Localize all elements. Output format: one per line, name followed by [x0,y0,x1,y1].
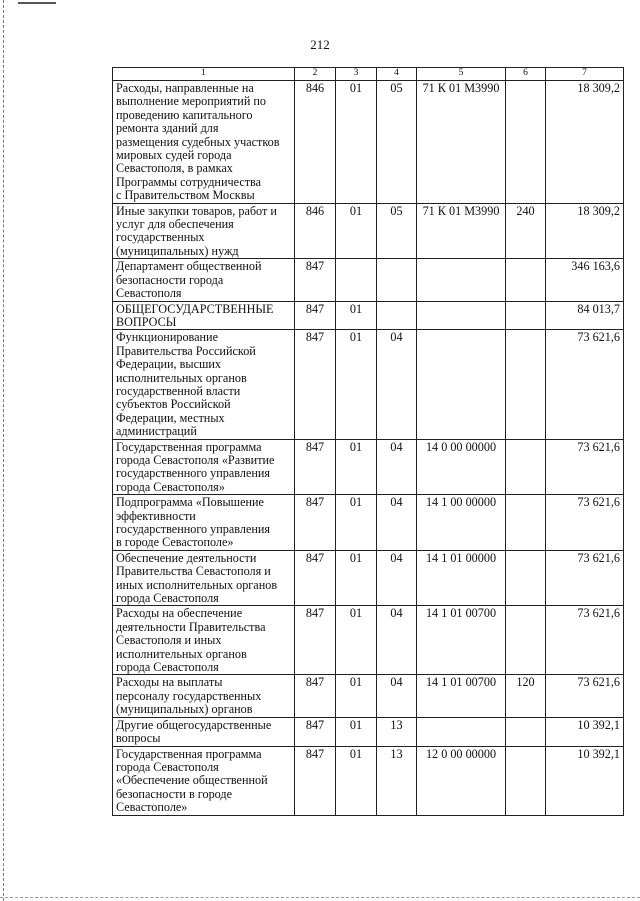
budget-table [112,67,624,816]
cell-name-line: Федерации, местных [116,410,225,425]
cell-subsection: 05 [377,203,417,259]
table-row [113,203,624,259]
cell-ved: 847 [295,495,336,551]
cell-amount: 73 621,6 [546,550,624,606]
cell-name-line: Расходы на выплаты [116,675,223,690]
cell-section: 01 [336,606,377,675]
cell-target-article: 14 1 00 00000 [417,495,506,551]
cell-target-article: 71 К 01 М3990 [417,203,506,259]
cell-expense-type [506,330,546,439]
cell-name-line: государственного управления [116,522,271,536]
cell-ved: 847 [295,550,336,606]
cell-expense-type [506,495,546,551]
cell-subsection: 04 [377,330,417,439]
cell-name-line: Федерации, высших [116,357,222,372]
cell-ved: 847 [295,675,336,717]
cell-name-line: Севастополя и иных [116,633,222,648]
cell-name-line: (муниципальных) органов [116,702,253,717]
cell-name [113,675,295,717]
cell-section: 01 [336,203,377,259]
cell-name-line: Правительства Севастополя и [116,564,271,579]
cell-subsection [377,301,417,330]
cell-name [113,259,295,301]
cell-name-line: с Правительством Москвы [116,188,255,203]
cell-name-line: вопросы [116,731,161,746]
table-row [113,330,624,439]
cell-name-line: администраций [116,424,197,439]
cell-name-line: выполнение мероприятий по [116,94,266,109]
cell-name-line: государственных [116,230,205,245]
table-row [113,495,624,551]
table-body [113,68,624,816]
cell-name-line: Другие общегосударственные [116,717,272,732]
cell-name-line: ремонта зданий для [116,121,219,136]
cell-amount: 73 621,6 [546,495,624,551]
cell-amount: 18 309,2 [546,81,624,204]
cell-name-line: безопасности в городе [116,786,233,801]
cell-name-line: Обеспечение деятельности [116,550,257,565]
cell-target-article: 14 0 00 00000 [417,439,506,495]
cell-name-line: деятельности Правительства [116,619,266,634]
cell-ved: 846 [295,81,336,204]
cell-expense-type [506,606,546,675]
table-row [113,717,624,746]
cell-section: 01 [336,746,377,815]
cell-section: 01 [336,495,377,551]
cell-section: 01 [336,550,377,606]
header-col-2: 2 [295,68,336,81]
cell-name-line: в городе Севастополе» [116,535,234,550]
cell-section: 01 [336,330,377,439]
table-row [113,301,624,330]
cell-name-line: размещения судебных участков [116,134,280,149]
cell-amount: 73 621,6 [546,330,624,439]
cell-name-line: иных исполнительных органов [116,577,278,592]
cell-amount: 73 621,6 [546,606,624,675]
cell-expense-type: 240 [506,203,546,259]
cell-name-line: Подпрограмма «Повышение [116,495,264,510]
cell-name [113,495,295,551]
cell-name-line: Программы сотрудничества [116,174,262,189]
cell-ved: 847 [295,439,336,495]
cell-target-article [417,717,506,746]
cell-name-line: услуг для обеспечения [116,217,234,232]
cell-name-line: Правительства Российской [116,343,256,358]
cell-name-line: ОБЩЕГОСУДАРСТВЕННЫЕ [116,301,274,316]
cell-name-line: проведению капитального [116,107,253,122]
cell-section: 01 [336,675,377,717]
cell-name-line: «Обеспечение общественной [116,773,268,788]
header-col-4: 4 [377,68,417,81]
cell-target-article [417,330,506,439]
cell-name-line: Севастополя [116,286,182,301]
table-row [113,675,624,717]
cell-subsection: 04 [377,606,417,675]
cell-ved: 847 [295,259,336,301]
cell-name-line: исполнительных органов [116,646,247,661]
cell-expense-type [506,81,546,204]
cell-name-line: государственной власти [116,383,241,398]
cell-section: 01 [336,301,377,330]
cell-name-line: мировых судей города [116,148,232,163]
cell-name-line: города Севастополя [116,591,219,606]
table-row [113,550,624,606]
header-col-5: 5 [417,68,506,81]
cell-name [113,81,295,204]
cell-name [113,606,295,675]
cell-expense-type [506,259,546,301]
cell-name-line: безопасности города [116,272,224,287]
cell-name-line: города Севастополя» [116,479,225,494]
table-row [113,606,624,675]
cell-name-line: Расходы, направленные на [116,81,254,95]
cell-target-article: 12 0 00 00000 [417,746,506,815]
table-row [113,259,624,301]
header-col-7: 7 [546,68,624,81]
scan-bottom-edge [0,897,640,898]
cell-subsection: 05 [377,81,417,204]
table-row [113,439,624,495]
table-row [113,81,624,204]
cell-ved: 847 [295,717,336,746]
table-row [113,746,624,815]
cell-ved: 847 [295,746,336,815]
cell-subsection: 13 [377,746,417,815]
cell-target-article [417,259,506,301]
cell-name [113,746,295,815]
cell-section [336,259,377,301]
cell-section: 01 [336,439,377,495]
cell-amount: 84 013,7 [546,301,624,330]
cell-target-article: 71 К 01 М3990 [417,81,506,204]
cell-name-line: Государственная программа [116,746,262,761]
header-col-3: 3 [336,68,377,81]
header-col-1: 1 [113,68,295,81]
cell-target-article: 14 1 01 00700 [417,606,506,675]
cell-ved: 847 [295,606,336,675]
scan-left-edge [3,0,4,901]
cell-name-line: Иные закупки товаров, работ и [116,203,277,218]
cell-subsection: 04 [377,495,417,551]
cell-name-line: исполнительных органов [116,370,247,385]
cell-subsection [377,259,417,301]
cell-expense-type [506,301,546,330]
cell-name-line: города Севастополя [116,759,219,774]
cell-section: 01 [336,81,377,204]
cell-amount: 10 392,1 [546,717,624,746]
cell-name-line: Севастополе» [116,800,188,815]
cell-target-article [417,301,506,330]
cell-amount: 346 163,6 [546,259,624,301]
scan-corner-mark [18,2,56,4]
cell-name [113,550,295,606]
cell-subsection: 04 [377,550,417,606]
cell-ved: 846 [295,203,336,259]
cell-ved: 847 [295,330,336,439]
cell-amount: 10 392,1 [546,746,624,815]
cell-amount: 18 309,2 [546,203,624,259]
cell-subsection: 04 [377,675,417,717]
cell-section: 01 [336,717,377,746]
cell-name [113,439,295,495]
cell-name-line: Государственная программа [116,439,262,454]
cell-name [113,203,295,259]
cell-name-line: Функционирование [116,330,218,345]
cell-name [113,717,295,746]
cell-name-line: эффективности [116,508,196,523]
cell-name-line: Расходы на обеспечение [116,606,243,621]
cell-name-line: (муниципальных) нужд [116,243,239,258]
cell-expense-type: 120 [506,675,546,717]
cell-expense-type [506,717,546,746]
cell-name-line: города Севастополя «Развитие [116,452,275,467]
cell-subsection: 04 [377,439,417,495]
header-col-6: 6 [506,68,546,81]
cell-expense-type [506,439,546,495]
cell-expense-type [506,746,546,815]
cell-amount: 73 621,6 [546,439,624,495]
cell-name-line: Департамент общественной [116,259,262,274]
cell-name-line: государственного управления [116,466,271,481]
page-number: 212 [310,37,330,52]
cell-ved: 847 [295,301,336,330]
cell-name [113,301,295,330]
cell-name [113,330,295,439]
cell-name-line: Севастополя, в рамках [116,161,233,176]
cell-name-line: персоналу государственных [116,688,262,703]
cell-name-line: субъектов Российской [116,397,231,412]
cell-amount: 73 621,6 [546,675,624,717]
cell-subsection: 13 [377,717,417,746]
table-header-row [113,68,624,81]
cell-expense-type [506,550,546,606]
cell-target-article: 14 1 01 00000 [417,550,506,606]
cell-target-article: 14 1 01 00700 [417,675,506,717]
cell-name-line: ВОПРОСЫ [116,314,177,329]
cell-name-line: города Севастополя [116,660,219,675]
